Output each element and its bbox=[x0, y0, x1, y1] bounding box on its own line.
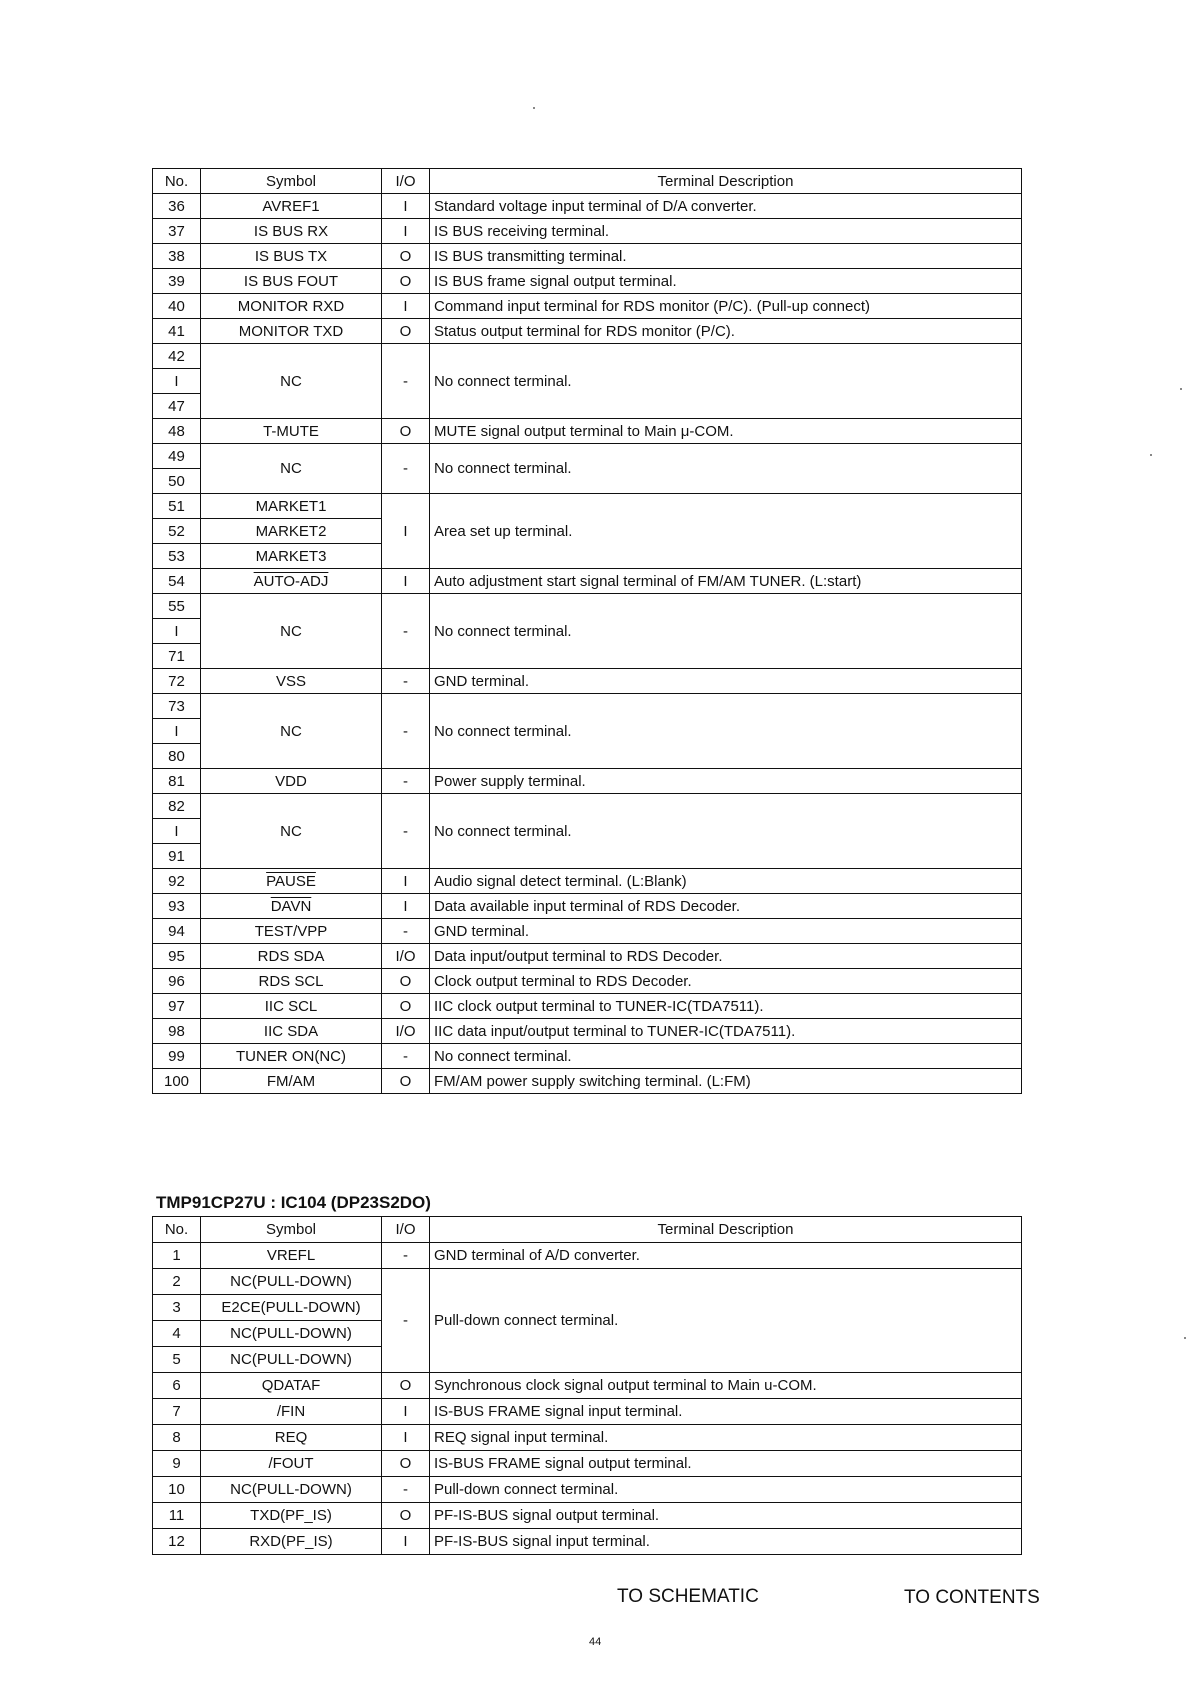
cell-no: 96 bbox=[153, 969, 201, 994]
table-row bbox=[153, 1399, 1022, 1425]
cell-description: FM/AM power supply switching terminal. (L:FM) bbox=[430, 1069, 1022, 1094]
scan-speck bbox=[1150, 454, 1152, 456]
cell-symbol: MARKET1 bbox=[201, 494, 382, 519]
table-row bbox=[153, 1425, 1022, 1451]
cell-no: 49 bbox=[153, 444, 201, 469]
table-row bbox=[153, 969, 1022, 994]
cell-symbol: IIC SDA bbox=[201, 1019, 382, 1044]
cell-no: 6 bbox=[153, 1373, 201, 1399]
cell-description: Standard voltage input terminal of D/A converter. bbox=[430, 194, 1022, 219]
cell-no: 80 bbox=[153, 744, 201, 769]
cell-symbol: T-MUTE bbox=[201, 419, 382, 444]
cell-no: 73 bbox=[153, 694, 201, 719]
cell-no: 37 bbox=[153, 219, 201, 244]
table-row bbox=[153, 419, 1022, 444]
cell-io: O bbox=[382, 1373, 430, 1399]
pin-table-1 bbox=[152, 168, 1022, 1094]
cell-no: 52 bbox=[153, 519, 201, 544]
cell-io: O bbox=[382, 419, 430, 444]
cell-description: IS-BUS FRAME signal input terminal. bbox=[430, 1399, 1022, 1425]
to-contents-link[interactable]: TO CONTENTS bbox=[904, 1587, 1040, 1608]
table-row bbox=[153, 269, 1022, 294]
table-row bbox=[153, 344, 1022, 369]
cell-no: 41 bbox=[153, 319, 201, 344]
cell-symbol: NC(PULL-DOWN) bbox=[201, 1477, 382, 1503]
cell-no: 97 bbox=[153, 994, 201, 1019]
scan-speck bbox=[533, 107, 535, 109]
cell-io: O bbox=[382, 244, 430, 269]
cell-symbol: /FIN bbox=[201, 1399, 382, 1425]
table-row bbox=[153, 294, 1022, 319]
cell-no: 48 bbox=[153, 419, 201, 444]
cell-io: I bbox=[382, 1399, 430, 1425]
cell-no: 39 bbox=[153, 269, 201, 294]
cell-io: I bbox=[382, 194, 430, 219]
table-row bbox=[153, 494, 1022, 519]
to-schematic-link[interactable]: TO SCHEMATIC bbox=[617, 1586, 759, 1607]
cell-io: I bbox=[382, 494, 430, 569]
cell-no: 82 bbox=[153, 794, 201, 819]
cell-description: No connect terminal. bbox=[430, 444, 1022, 494]
cell-description: GND terminal of A/D converter. bbox=[430, 1243, 1022, 1269]
scan-speck bbox=[1184, 1337, 1186, 1339]
cell-symbol: /FOUT bbox=[201, 1451, 382, 1477]
cell-io: - bbox=[382, 1044, 430, 1069]
cell-no: 38 bbox=[153, 244, 201, 269]
table-row bbox=[153, 594, 1022, 619]
cell-no: 7 bbox=[153, 1399, 201, 1425]
cell-io: - bbox=[382, 669, 430, 694]
cell-symbol: FM/AM bbox=[201, 1069, 382, 1094]
cell-symbol: AUTO-ADJ bbox=[201, 569, 382, 594]
cell-symbol: MONITOR RXD bbox=[201, 294, 382, 319]
cell-io: - bbox=[382, 794, 430, 869]
scan-speck bbox=[1180, 388, 1182, 390]
cell-symbol: QDATAF bbox=[201, 1373, 382, 1399]
table-row bbox=[153, 1529, 1022, 1555]
cell-symbol: NC bbox=[201, 344, 382, 419]
cell-symbol: RDS SCL bbox=[201, 969, 382, 994]
table-row bbox=[153, 1451, 1022, 1477]
table-row bbox=[153, 244, 1022, 269]
cell-no: 53 bbox=[153, 544, 201, 569]
header-io: I/O bbox=[382, 169, 430, 194]
cell-io: I/O bbox=[382, 1019, 430, 1044]
table-header-row bbox=[153, 169, 1022, 194]
section-title: TMP91CP27U : IC104 (DP23S2DO) bbox=[156, 1193, 431, 1212]
cell-symbol: E2CE(PULL-DOWN) bbox=[201, 1295, 382, 1321]
cell-description: Pull-down connect terminal. bbox=[430, 1269, 1022, 1373]
cell-io: I bbox=[382, 1529, 430, 1555]
table-row bbox=[153, 794, 1022, 819]
cell-symbol: RXD(PF_IS) bbox=[201, 1529, 382, 1555]
cell-description: Data available input terminal of RDS Decoder. bbox=[430, 894, 1022, 919]
cell-description: IS-BUS FRAME signal output terminal. bbox=[430, 1451, 1022, 1477]
table-row bbox=[153, 319, 1022, 344]
cell-description: Synchronous clock signal output terminal to Main u-COM. bbox=[430, 1373, 1022, 1399]
cell-io: - bbox=[382, 769, 430, 794]
cell-io: - bbox=[382, 1269, 430, 1373]
cell-io: I bbox=[382, 294, 430, 319]
cell-symbol: TXD(PF_IS) bbox=[201, 1503, 382, 1529]
cell-no: 91 bbox=[153, 844, 201, 869]
table-row bbox=[153, 694, 1022, 719]
table-row bbox=[153, 1019, 1022, 1044]
cell-no: 55 bbox=[153, 594, 201, 619]
cell-no: 40 bbox=[153, 294, 201, 319]
cell-no: I bbox=[153, 619, 201, 644]
cell-symbol: NC bbox=[201, 444, 382, 494]
cell-no: 71 bbox=[153, 644, 201, 669]
cell-io: - bbox=[382, 594, 430, 669]
cell-io: I bbox=[382, 1425, 430, 1451]
table-row bbox=[153, 1243, 1022, 1269]
cell-symbol: AVREF1 bbox=[201, 194, 382, 219]
cell-no: 47 bbox=[153, 394, 201, 419]
cell-no: 9 bbox=[153, 1451, 201, 1477]
cell-symbol: RDS SDA bbox=[201, 944, 382, 969]
cell-io: I bbox=[382, 894, 430, 919]
table-row bbox=[153, 1269, 1022, 1295]
cell-no: 93 bbox=[153, 894, 201, 919]
cell-no: 81 bbox=[153, 769, 201, 794]
cell-io: O bbox=[382, 994, 430, 1019]
cell-symbol: NC bbox=[201, 594, 382, 669]
cell-no: 11 bbox=[153, 1503, 201, 1529]
cell-symbol: REQ bbox=[201, 1425, 382, 1451]
cell-io: - bbox=[382, 1243, 430, 1269]
cell-symbol: MONITOR TXD bbox=[201, 319, 382, 344]
table-row bbox=[153, 1044, 1022, 1069]
cell-symbol: IIC SCL bbox=[201, 994, 382, 1019]
cell-no: 36 bbox=[153, 194, 201, 219]
cell-description: Pull-down connect terminal. bbox=[430, 1477, 1022, 1503]
cell-description: No connect terminal. bbox=[430, 794, 1022, 869]
cell-io: - bbox=[382, 344, 430, 419]
cell-no: I bbox=[153, 819, 201, 844]
header-symbol: Symbol bbox=[201, 169, 382, 194]
cell-no: 4 bbox=[153, 1321, 201, 1347]
cell-description: IS BUS receiving terminal. bbox=[430, 219, 1022, 244]
cell-io: O bbox=[382, 1503, 430, 1529]
table-row bbox=[153, 769, 1022, 794]
cell-description: Power supply terminal. bbox=[430, 769, 1022, 794]
table-row bbox=[153, 919, 1022, 944]
header-io: I/O bbox=[382, 1217, 430, 1243]
cell-no: I bbox=[153, 369, 201, 394]
table-row bbox=[153, 669, 1022, 694]
cell-description: Data input/output terminal to RDS Decoder. bbox=[430, 944, 1022, 969]
cell-no: 5 bbox=[153, 1347, 201, 1373]
cell-description: IIC clock output terminal to TUNER-IC(TDA7511). bbox=[430, 994, 1022, 1019]
cell-description: No connect terminal. bbox=[430, 1044, 1022, 1069]
cell-no: 42 bbox=[153, 344, 201, 369]
cell-io: O bbox=[382, 1069, 430, 1094]
cell-io: O bbox=[382, 319, 430, 344]
cell-io: I bbox=[382, 219, 430, 244]
header-symbol: Symbol bbox=[201, 1217, 382, 1243]
cell-description: GND terminal. bbox=[430, 919, 1022, 944]
cell-io: I/O bbox=[382, 944, 430, 969]
cell-no: 2 bbox=[153, 1269, 201, 1295]
cell-no: 8 bbox=[153, 1425, 201, 1451]
cell-description: IS BUS frame signal output terminal. bbox=[430, 269, 1022, 294]
cell-description: No connect terminal. bbox=[430, 344, 1022, 419]
page-number: 44 bbox=[589, 1636, 602, 1648]
cell-symbol: NC(PULL-DOWN) bbox=[201, 1321, 382, 1347]
header-no: No. bbox=[153, 169, 201, 194]
header-no: No. bbox=[153, 1217, 201, 1243]
cell-symbol: NC bbox=[201, 694, 382, 769]
cell-symbol: IS BUS RX bbox=[201, 219, 382, 244]
cell-description: IIC data input/output terminal to TUNER-IC(TDA7511). bbox=[430, 1019, 1022, 1044]
table-row bbox=[153, 1503, 1022, 1529]
cell-io: I bbox=[382, 569, 430, 594]
cell-io: - bbox=[382, 919, 430, 944]
table-row bbox=[153, 444, 1022, 469]
cell-no: 98 bbox=[153, 1019, 201, 1044]
cell-no: 54 bbox=[153, 569, 201, 594]
cell-description: MUTE signal output terminal to Main μ-COM. bbox=[430, 419, 1022, 444]
cell-description: GND terminal. bbox=[430, 669, 1022, 694]
table-row bbox=[153, 1373, 1022, 1399]
table-row bbox=[153, 994, 1022, 1019]
cell-symbol: VREFL bbox=[201, 1243, 382, 1269]
cell-no: 99 bbox=[153, 1044, 201, 1069]
pin-table-2 bbox=[152, 1216, 1022, 1555]
cell-symbol: MARKET3 bbox=[201, 544, 382, 569]
table-row bbox=[153, 569, 1022, 594]
table-header-row bbox=[153, 1217, 1022, 1243]
cell-no: 1 bbox=[153, 1243, 201, 1269]
cell-description: IS BUS transmitting terminal. bbox=[430, 244, 1022, 269]
cell-symbol: IS BUS TX bbox=[201, 244, 382, 269]
cell-no: 95 bbox=[153, 944, 201, 969]
cell-no: 10 bbox=[153, 1477, 201, 1503]
cell-symbol: DAVN bbox=[201, 894, 382, 919]
cell-no: 100 bbox=[153, 1069, 201, 1094]
cell-description: No connect terminal. bbox=[430, 594, 1022, 669]
cell-no: 50 bbox=[153, 469, 201, 494]
cell-symbol: NC(PULL-DOWN) bbox=[201, 1269, 382, 1295]
cell-no: 72 bbox=[153, 669, 201, 694]
cell-io: - bbox=[382, 1477, 430, 1503]
table-row bbox=[153, 944, 1022, 969]
cell-description: Command input terminal for RDS monitor (P/C). (Pull-up connect) bbox=[430, 294, 1022, 319]
table-row bbox=[153, 894, 1022, 919]
cell-description: Status output terminal for RDS monitor (P/C). bbox=[430, 319, 1022, 344]
table-row bbox=[153, 869, 1022, 894]
table-row bbox=[153, 1477, 1022, 1503]
table-row bbox=[153, 1069, 1022, 1094]
cell-symbol: MARKET2 bbox=[201, 519, 382, 544]
cell-io: O bbox=[382, 969, 430, 994]
cell-no: I bbox=[153, 719, 201, 744]
cell-io: O bbox=[382, 1451, 430, 1477]
cell-io: - bbox=[382, 444, 430, 494]
cell-no: 12 bbox=[153, 1529, 201, 1555]
cell-description: Auto adjustment start signal terminal of FM/AM TUNER. (L:start) bbox=[430, 569, 1022, 594]
header-description: Terminal Description bbox=[430, 1217, 1022, 1243]
cell-symbol: NC bbox=[201, 794, 382, 869]
cell-symbol: TUNER ON(NC) bbox=[201, 1044, 382, 1069]
cell-symbol: VSS bbox=[201, 669, 382, 694]
cell-description: PF-IS-BUS signal output terminal. bbox=[430, 1503, 1022, 1529]
cell-symbol: TEST/VPP bbox=[201, 919, 382, 944]
cell-no: 94 bbox=[153, 919, 201, 944]
cell-symbol: NC(PULL-DOWN) bbox=[201, 1347, 382, 1373]
cell-io: I bbox=[382, 869, 430, 894]
cell-symbol: IS BUS FOUT bbox=[201, 269, 382, 294]
cell-description: Audio signal detect terminal. (L:Blank) bbox=[430, 869, 1022, 894]
cell-io: O bbox=[382, 269, 430, 294]
cell-no: 92 bbox=[153, 869, 201, 894]
cell-symbol: PAUSE bbox=[201, 869, 382, 894]
cell-description: Area set up terminal. bbox=[430, 494, 1022, 569]
table-row bbox=[153, 219, 1022, 244]
cell-description: No connect terminal. bbox=[430, 694, 1022, 769]
cell-io: - bbox=[382, 694, 430, 769]
cell-symbol: VDD bbox=[201, 769, 382, 794]
table-row bbox=[153, 194, 1022, 219]
cell-no: 51 bbox=[153, 494, 201, 519]
header-description: Terminal Description bbox=[430, 169, 1022, 194]
cell-no: 3 bbox=[153, 1295, 201, 1321]
cell-description: REQ signal input terminal. bbox=[430, 1425, 1022, 1451]
cell-description: PF-IS-BUS signal input terminal. bbox=[430, 1529, 1022, 1555]
cell-description: Clock output terminal to RDS Decoder. bbox=[430, 969, 1022, 994]
